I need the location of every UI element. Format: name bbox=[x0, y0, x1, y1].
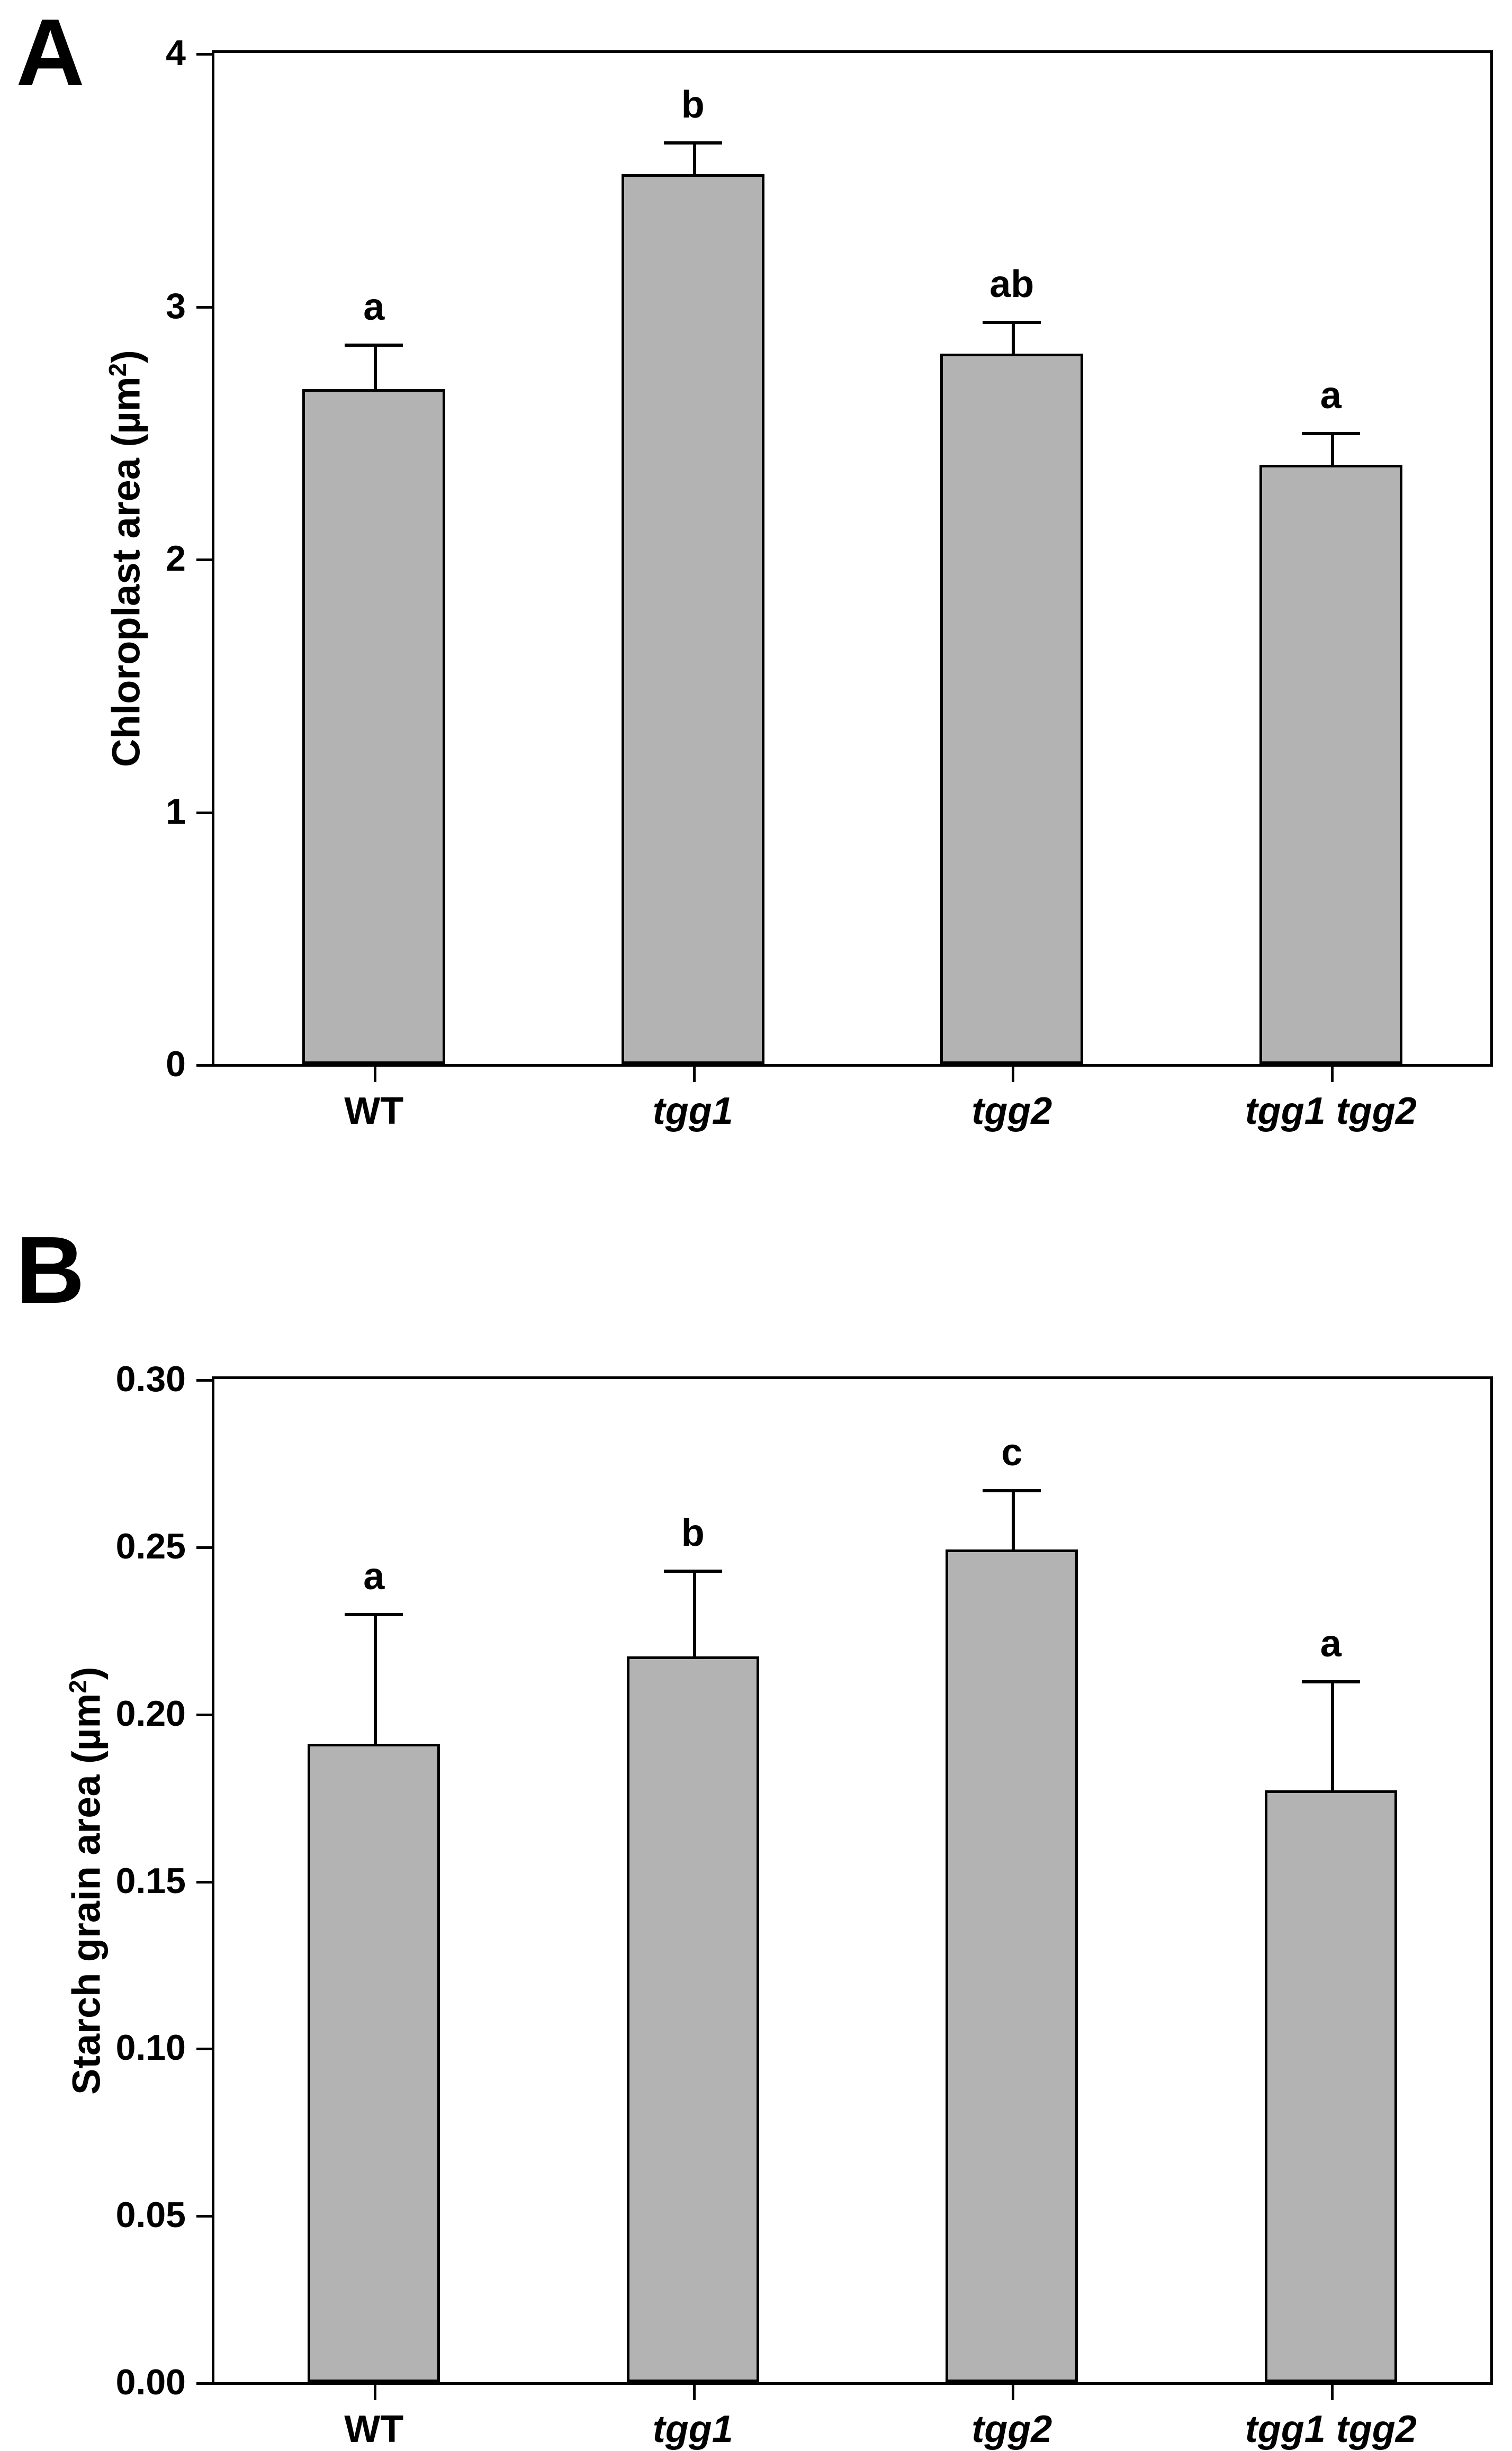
panel-a-y-axis-title-tail: ) bbox=[104, 350, 148, 363]
panel-b-y-tick bbox=[196, 2215, 214, 2218]
panel-b-error-bar-cap bbox=[1302, 1680, 1360, 1683]
panel-b-y-tick-label: 0.10 bbox=[115, 2028, 186, 2068]
panel-a-y-tick bbox=[196, 558, 214, 561]
panel-a-bar bbox=[940, 354, 1083, 1064]
panel-b-y-tick bbox=[196, 2382, 214, 2385]
panel-b-letter: B bbox=[16, 1217, 85, 1323]
panel-b-y-tick-label: 0.00 bbox=[115, 2362, 186, 2402]
panel-b bbox=[0, 1191, 1512, 2450]
panel-b-significance-label: b bbox=[681, 1512, 705, 1555]
panel-a-x-tick-label: WT bbox=[344, 1090, 404, 1132]
panel-a-bar bbox=[302, 389, 445, 1064]
panel-a-y-tick-label: 2 bbox=[166, 538, 186, 579]
panel-a-y-tick bbox=[196, 1064, 214, 1067]
panel-b-y-tick bbox=[196, 2048, 214, 2050]
panel-a-error-bar bbox=[1331, 432, 1334, 465]
panel-b-bar bbox=[1265, 1790, 1397, 2382]
panel-a-x-tick-label: tgg1 tgg2 bbox=[1245, 1090, 1417, 1132]
panel-a-y-axis-title bbox=[103, 350, 149, 767]
panel-a-x-tick bbox=[374, 1064, 376, 1082]
panel-a-x-tick bbox=[693, 1064, 696, 1082]
panel-b-error-bar bbox=[1331, 1680, 1334, 1790]
panel-b-y-axis-title-exponent: 2 bbox=[64, 1679, 92, 1693]
panel-b-x-tick-label: WT bbox=[344, 2408, 404, 2450]
panel-b-y-tick bbox=[196, 1714, 214, 1716]
panel-a-x-tick bbox=[1012, 1064, 1014, 1082]
panel-a-y-tick-label: 1 bbox=[166, 791, 186, 832]
panel-b-plot-area bbox=[115, 1359, 1493, 2450]
panel-a-significance-label: a bbox=[1320, 374, 1342, 417]
panel-b-x-tick bbox=[374, 2382, 376, 2400]
panel-b-bar bbox=[946, 1549, 1078, 2382]
panel-b-y-axis-title bbox=[64, 1666, 109, 2094]
panel-a-bar bbox=[1259, 465, 1402, 1064]
panel-a-x-tick bbox=[1331, 1064, 1334, 1082]
panel-b-x-tick bbox=[1012, 2382, 1014, 2400]
panel-a-error-bar-cap bbox=[1302, 432, 1360, 435]
panel-b-error-bar bbox=[1012, 1489, 1015, 1549]
panel-b-y-tick-label: 0.20 bbox=[115, 1693, 186, 1734]
panel-b-bar bbox=[308, 1744, 440, 2382]
panel-a-y-tick-label: 3 bbox=[166, 285, 186, 326]
panel-a-significance-label: ab bbox=[989, 263, 1034, 306]
panel-a-y-tick bbox=[196, 53, 214, 56]
panel-b-x-tick bbox=[693, 2382, 696, 2400]
panel-b-error-bar-cap bbox=[664, 1570, 722, 1573]
panel-b-y-tick-label: 0.30 bbox=[115, 1359, 186, 1399]
panel-b-error-bar-cap bbox=[345, 1613, 403, 1616]
panel-b-bar bbox=[627, 1656, 759, 2382]
panel-b-error-bar-cap bbox=[983, 1489, 1041, 1492]
panel-a-y-tick-label: 0 bbox=[166, 1044, 186, 1084]
panel-b-significance-label: a bbox=[363, 1555, 385, 1598]
panel-a-y-axis-title-text: Chloroplast area (µm bbox=[104, 376, 148, 767]
panel-b-significance-label: c bbox=[1001, 1431, 1023, 1474]
panel-a-letter: A bbox=[16, 0, 85, 106]
panel-a-error-bar bbox=[1012, 321, 1015, 354]
panel-b-error-bar bbox=[374, 1613, 377, 1743]
panel-a-y-tick bbox=[196, 306, 214, 309]
panel-a-y-tick-label: 4 bbox=[166, 33, 186, 73]
panel-b-y-axis-title-tail: ) bbox=[64, 1666, 109, 1680]
panel-a-bar bbox=[622, 174, 764, 1064]
panel-b-x-tick-label: tgg1 tgg2 bbox=[1245, 2408, 1417, 2450]
panel-b-y-axis-title-text: Starch grain area (µm bbox=[64, 1693, 109, 2095]
panel-b-x-tick-label: tgg2 bbox=[971, 2408, 1052, 2450]
panel-b-y-tick-label: 0.25 bbox=[115, 1526, 186, 1566]
panel-a bbox=[0, 0, 1512, 1186]
panel-a-significance-label: a bbox=[363, 286, 385, 329]
panel-b-y-tick bbox=[196, 1546, 214, 1549]
panel-b-significance-label: a bbox=[1320, 1622, 1342, 1665]
panel-b-x-tick-label: tgg1 bbox=[652, 2408, 733, 2450]
panel-a-x-tick-label: tgg2 bbox=[971, 1090, 1052, 1132]
panel-a-significance-label: b bbox=[681, 84, 705, 127]
panel-a-plot-area bbox=[166, 33, 1493, 1132]
panel-b-y-tick-label: 0.05 bbox=[115, 2195, 186, 2236]
panel-a-error-bar bbox=[374, 344, 377, 389]
panel-a-error-bar-cap bbox=[664, 141, 722, 145]
panel-a-y-axis-title-exponent: 2 bbox=[104, 363, 131, 377]
panel-a-error-bar-cap bbox=[345, 344, 403, 347]
panel-b-y-tick-label: 0.15 bbox=[115, 1860, 186, 1901]
panel-a-x-tick-label: tgg1 bbox=[652, 1090, 733, 1132]
panel-b-x-tick bbox=[1331, 2382, 1334, 2400]
panel-b-y-tick bbox=[196, 1881, 214, 1884]
panel-a-y-tick bbox=[196, 812, 214, 814]
panel-b-error-bar bbox=[693, 1570, 696, 1656]
panel-a-error-bar bbox=[693, 141, 696, 174]
panel-b-y-tick bbox=[196, 1379, 214, 1382]
panel-a-error-bar-cap bbox=[983, 321, 1041, 324]
